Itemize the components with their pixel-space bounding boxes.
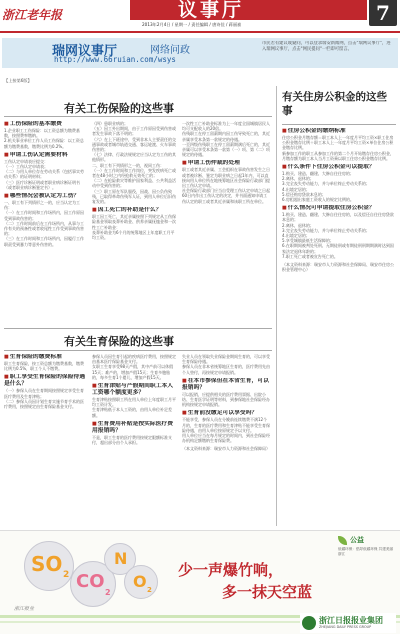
maternity-s6-text: 不能享受，参保人员在分娩前连续缴费不满12个月的，生育的医疗费用和生育津贴不能享受生育保险待遇，由用人单位按原规定予以支付。 用人单位应当在每月规定的时间内，到社会保险经办机构足额缴纳生育保险费。 <box>182 417 270 444</box>
injury-s3-heading: ■ 哪些情况会被认定为工伤？ <box>4 193 86 200</box>
injury-s2-text: 工伤认定申请表应提交： （一）工伤认定申请表； （二）与用人单位存在劳动关系（包括事实劳动关系）的证明材料； （三）医疗诊断证明或者职业病诊断证明书（或者职业病诊断鉴定书）。 <box>4 158 84 190</box>
ad-slogan-line-1: 少一声爆竹响， <box>178 561 284 579</box>
injury-s3-text: 一、职工有下列情形之一的，应当认定为工伤： （一）在工作时间和工作场所内，因工作原因受到事故伤害的； （二）工作时间前后在工作场所内，从事与工作有关的预备性或者收尾性工作受到事故伤害的； （三）在工作时间和工作场所内，因履行工作职责受到暴力等意外伤害的。 <box>4 200 84 247</box>
section-title: 议事厅 <box>178 0 245 21</box>
injury-s4-text: 职工因工死亡，其近亲属按照下列规定从工伤保险基金领取丧葬补助金、供养亲属抚恤金和一次性工亡补助金： 丧葬补助金为6个月的统筹地区上年度职工月平均工资。 <box>92 214 176 241</box>
public-service-ad <box>0 530 400 634</box>
maternity-title-rule <box>4 328 272 329</box>
section-banner <box>130 0 367 20</box>
injury-c3-text: 一次性工亡补助金标准为上一年度全国城镇居民人均可支配收入的20倍。 伤残职工在停工留薪期内因工伤导致死亡的，其近亲属享受本条第一款规定的待遇。 一至四级伤残职工在停工留薪期满后死亡的，其近亲属可以享受本条第一款第（一）项、第（二）项规定的待遇。 <box>182 121 270 158</box>
chem-n: N <box>114 549 128 568</box>
column-divider <box>276 86 277 526</box>
masthead-rule <box>0 31 400 33</box>
maternity-c3-text: 失业人员在领取失业保险金期间生育的，可以享受生育保险待遇。 参保人员在非本省统筹地区生育的，医疗费用先由个人垫付，再按规定申请报销。 <box>182 354 270 375</box>
page-number: 7 <box>376 1 390 25</box>
banner-site-name: 瑞网议事厅 <box>52 44 118 59</box>
injury-s4-heading: ■ 因工死亡的补助是什么？ <box>92 207 176 214</box>
web-banner <box>2 38 398 68</box>
banner-note: 市民若有建议或疑问，可以登录瑞安新闻网，点击"瑞网议事厅"，进入瑞网议事厅，点击"网民提问"一栏即可留言。 <box>262 41 391 52</box>
maternity-s5-heading: ■ 在本市参保但在本省生育，可以报销吗？ <box>182 378 270 392</box>
maternity-title: 有关生育保险的这些事 <box>64 335 174 348</box>
chem-so-sub: 2 <box>63 570 70 580</box>
injury-s1-heading: ■ 工伤保险的基本缴费 <box>4 121 86 128</box>
injury-col-3 <box>182 121 270 321</box>
chem-so: SO <box>31 552 63 576</box>
housing-s1-text: 住房公积金月缴存额＝职工本人上一年度月平均工资×职工住房公积金缴存比例＋职工本人上一年度月平均工资×单位住房公积金缴存比例。 新参加工作的职工从参加工作的第二个月开始缴存住房公积金，月缴存额为职工本人当月工资乘以职工住房公积金缴存比例。 <box>282 135 394 161</box>
ad-slogan-line-2: 多一抹天空蓝 <box>222 583 313 601</box>
housing-s1-heading: ■ 住房公积金的缴纳标准 <box>282 128 396 135</box>
banner-url: http://www.66ruian.com/wsys <box>54 55 176 64</box>
press-logo-en: ZHEJIANG DAILY PRESS GROUP <box>319 625 372 629</box>
paper-name: 浙江老年报 <box>2 8 63 22</box>
maternity-s1-text: 职工生育保险，按工资总额为缴费基数，缴费比例为0.5%，职工个人不缴费。 <box>4 361 84 372</box>
injury-s2-heading: ■ 申请工伤认定需要材料 <box>4 152 86 159</box>
page-number-badge <box>369 0 397 26</box>
leaf-icon <box>338 536 347 545</box>
chemical-bubble-o2 <box>124 565 158 599</box>
ad-tag: 公益 <box>350 536 364 544</box>
maternity-s5-text: 可以报销，应提供相关的医疗费用票据、出院小结、生育医学证明等材料，到参保地社会保险经办机构按规定申请报销。 <box>182 391 270 408</box>
maternity-source-note: （本文资料来源：瑞安市人力资源和社会保障局） <box>182 446 270 452</box>
housing-s3-text: 1.购买、建造、翻建、大修自住住房的，以及偿还自住住房贷款本息的； 2.离休、退休的； 3.完全丧失劳动能力，并与单位终止劳动关系的； 4.出境定居的； 5.享受城镇最低生活保障的； 6.在职期间被判处死刑、无期徒刑或有期徒刑刑期期满时达到国家法定退休年龄的； 7.职工死亡或者被宣告死亡的。 <box>282 212 394 259</box>
housing-s3-heading: ■ 什么情况可申请提取住房公积金？ <box>282 205 396 212</box>
injury-s5-text: 职工或者其近亲属、工会组织在事故伤害发生之日或者被诊断、鉴定为职业病之日起1年内，可以直接向用人单位所在地统筹地区社会保险行政部门提出工伤认定申请。 社会保险行政部门应当自受理工伤认定申请之日起60日内作出工伤认定的决定，并书面通知申请工伤认定的职工或者其近亲属和该职工所在单位。 <box>182 167 270 204</box>
ad-signature: 浙江报业 <box>14 606 35 612</box>
edition-tag: 【上接第6版】 <box>4 78 32 83</box>
ad-tag-badge <box>338 535 394 561</box>
housing-title-block <box>282 90 396 122</box>
injury-col-2 <box>92 121 176 321</box>
maternity-col-3 <box>182 354 270 526</box>
injury-title-rule <box>4 116 272 117</box>
injury-c2-text: （四）患职业病的； （五）因工外出期间，由于工作原因受到伤害或者发生事故下落不明的； （六）在上下班途中，受到非本人主要责任的交通事故或者城市轨道交通、客运轮渡、火车事故伤害的； （七）法律、行政法规规定应当认定为工伤的其他情形。 二、职工有下列情形之一的，视同工伤： （一）在工作时间和工作岗位，突发疾病死亡或者在48小时之内经抢救无效死亡的； （二）在抢险救灾等维护国家利益、公共利益活动中受到伤害的； （三）职工原在军队服役，因战、因公负伤致残，已取得革命伤残军人证，到用人单位后旧伤复发的。 <box>92 121 176 205</box>
maternity-s4-heading: ■ 生育费用补贴是按实际医疗费用报销吗？ <box>92 421 176 435</box>
housing-col <box>282 128 396 400</box>
chem-co: CO <box>76 571 105 592</box>
injury-s5-heading: ■ 申请工伤仲裁的处理 <box>182 160 270 167</box>
chemical-bubble-so2 <box>24 541 74 591</box>
housing-source-note: （本文资料来源：瑞安市人力资源和社会保障局、瑞安市住房公积金管理中心） <box>282 262 394 273</box>
injury-col-1 <box>4 121 86 321</box>
masthead <box>0 0 400 34</box>
press-logo-icon <box>302 616 316 630</box>
maternity-s3-text: 生育津贴按照职工所在用人单位上年度职工月平均工资计发。 生育津贴低于本人工资的，由用人单位补足差额。 <box>92 397 176 418</box>
injury-s1-text: 1.企业职工工伤保险：以工资总额为缴费基数，按照费率缴纳。 2.机关事业单位工作人员工伤保险：以工资总额为缴费基数，缴费比例为0.2%。 <box>4 128 84 149</box>
press-group-logo <box>300 613 396 633</box>
housing-s2-heading: ■ 什么条件下住房公积金可以提取？ <box>282 164 396 171</box>
date-line: 2013年2月4日 / 星期一 / 责任编辑 / 唐诗佳 / 蒋丽祯 <box>142 22 242 27</box>
chem-o: O <box>133 572 147 591</box>
maternity-c2-text: 参保人员因生育引起的疾病医疗费用，按照规定由基本医疗保险基金支付。 女职工生育享受98天产假，其中产前可以休假15天；难产的，增加产假15天；生育多胞胎的，每多生育1个婴儿，增加产假15天。 <box>92 354 176 380</box>
injury-title: 有关工伤保险的这些事 <box>64 102 174 115</box>
maternity-s4-text: 不是，职工生育的医疗费用按规定限额标准支付，超出部分由个人承担。 <box>92 434 172 446</box>
housing-title-rule <box>282 124 396 125</box>
maternity-s1-heading: ■ 生育保险的缴费标准 <box>4 354 86 361</box>
press-logo-name: 浙江日报报业集团 <box>319 616 383 625</box>
ad-tag-note: 低碳环保：倡导低碳环保 共建美丽浙江 <box>338 547 394 556</box>
housing-title: 有关住房公积金的这些事 <box>282 91 387 117</box>
housing-s2-text: 1.购买、建造、翻建、大修自住住房的； 2.离休、退休的； 3.完全丧失劳动能力，并与单位终止劳动关系的； 4.出境定居的； 5.偿还购房贷款本息的； 6.房租超出家庭工资收入的规定比例的。 <box>282 171 370 203</box>
maternity-s3-heading: ■ 生育津贴与产假期间职工本人工资哪个额度更多？ <box>92 383 176 397</box>
maternity-col-1 <box>4 354 86 526</box>
chem-o-sub: 2 <box>147 586 152 594</box>
chem-co-sub: 2 <box>105 588 111 597</box>
maternity-s2-heading: ■ 职工享受生育保险的保险待遇是什么？ <box>4 374 86 388</box>
banner-subtitle: 网络问政 <box>150 45 190 56</box>
maternity-s6-heading: ■ 生育前没缴足可以享受吗？ <box>182 410 270 417</box>
maternity-col-2 <box>92 354 176 526</box>
maternity-s2-text: （一）参保人员在生育期间按照规定享受生育医疗费用及生育津贴； （二）参保人员因计划生育实施节育手术的医疗费用，按照规定由生育保险基金支付。 <box>4 388 84 410</box>
maternity-title-rule-2 <box>4 350 272 351</box>
